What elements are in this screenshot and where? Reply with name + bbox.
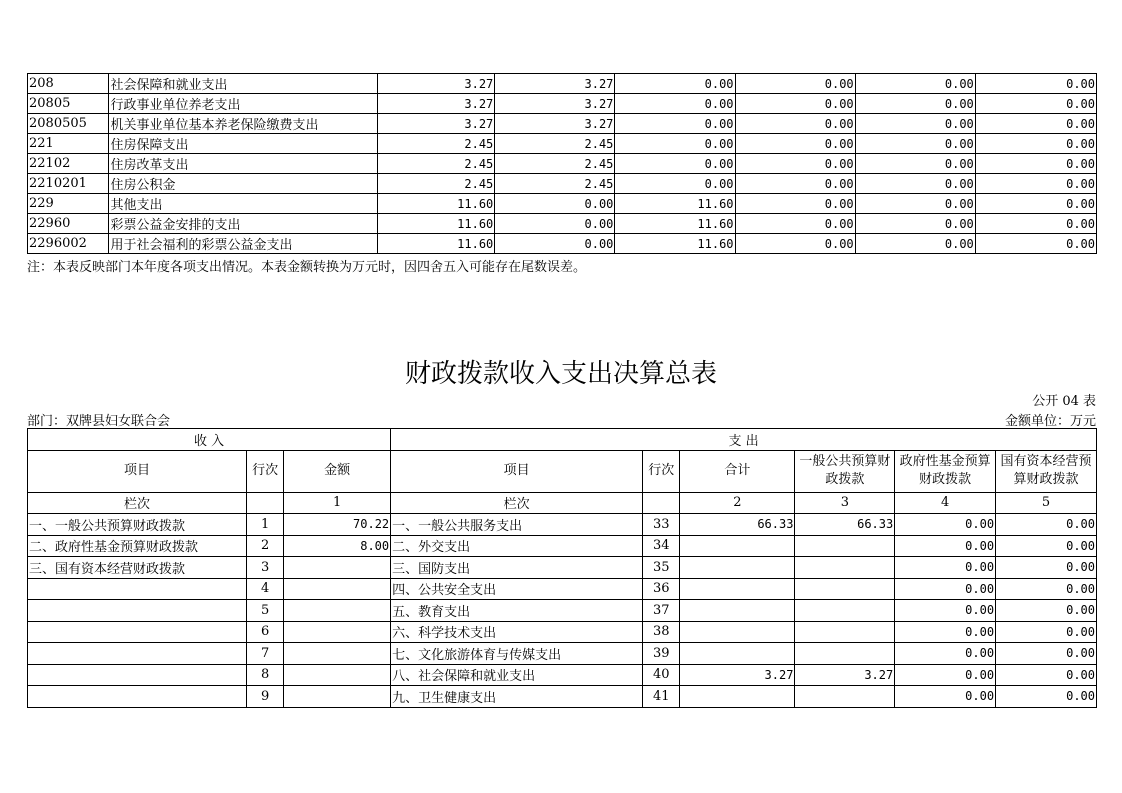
col-header-state-capital: 国有资本经营预算财政拨款 [996,450,1097,492]
income-line-no: 8 [247,664,284,686]
column-header-row [28,450,1097,492]
amount-cell: 2.45 [495,174,615,194]
expense-gov-fund: 0.00 [895,621,996,643]
expense-gov-fund: 0.00 [895,557,996,579]
table-row [28,664,1097,686]
income-item [28,664,247,686]
amount-cell: 0.00 [615,174,735,194]
amount-cell: 3.27 [378,94,495,114]
amount-cell: 11.60 [615,234,735,254]
col-number-2: 2 [680,492,795,514]
subject-code: 22102 [28,154,109,174]
expense-general: 3.27 [795,664,895,686]
amount-cell: 0.00 [975,234,1096,254]
expense-line-no: 35 [643,557,680,579]
subject-name: 住房公积金 [109,174,378,194]
income-line-no: 7 [247,643,284,665]
col-number-4: 4 [895,492,996,514]
income-amount [284,664,391,686]
amount-cell: 0.00 [615,74,735,94]
amount-cell: 0.00 [735,174,855,194]
expense-total [680,557,795,579]
expense-line-no: 34 [643,535,680,557]
expense-state-capital: 0.00 [996,621,1097,643]
table-row [28,557,1097,579]
amount-cell: 11.60 [378,214,495,234]
expense-gov-fund: 0.00 [895,664,996,686]
expense-state-capital: 0.00 [996,557,1097,579]
amount-cell: 11.60 [378,194,495,214]
table-row [28,514,1097,536]
department-label: 部门：双牌县妇女联合会 [27,414,171,429]
expense-state-capital: 0.00 [996,643,1097,665]
subject-code: 2210201 [28,174,109,194]
income-line-no: 3 [247,557,284,579]
expense-general [795,686,895,708]
amount-cell: 2.45 [495,154,615,174]
income-item [28,686,247,708]
income-amount [284,600,391,622]
expense-item: 八、社会保障和就业支出 [391,664,643,686]
income-amount: 70.22 [284,514,391,536]
col-header-general: 一般公共预算财政拨款 [795,450,895,492]
amount-cell: 0.00 [855,94,975,114]
table-row [28,74,1097,94]
table-row [28,600,1097,622]
subject-name: 行政事业单位养老支出 [109,94,378,114]
table-row [28,686,1097,708]
amount-cell: 0.00 [855,214,975,234]
expense-state-capital: 0.00 [996,514,1097,536]
amount-cell: 0.00 [855,154,975,174]
table-row [28,174,1097,194]
expense-line-no: 39 [643,643,680,665]
amount-cell: 0.00 [615,154,735,174]
expense-general [795,535,895,557]
expense-state-capital: 0.00 [996,535,1097,557]
income-item: 一、一般公共预算财政拨款 [28,514,247,536]
amount-cell: 0.00 [855,234,975,254]
amount-cell: 0.00 [735,134,855,154]
expense-gov-fund: 0.00 [895,535,996,557]
expense-line-no: 37 [643,600,680,622]
expense-detail-table [27,73,1097,254]
col-header-gov-fund: 政府性基金预算财政拨款 [895,450,996,492]
amount-cell: 0.00 [855,74,975,94]
amount-cell: 0.00 [975,154,1096,174]
expense-general [795,557,895,579]
amount-cell: 3.27 [495,74,615,94]
expense-general [795,600,895,622]
subject-code: 22960 [28,214,109,234]
amount-cell: 0.00 [735,74,855,94]
subject-name: 用于社会福利的彩票公益金支出 [109,234,378,254]
amount-cell: 0.00 [855,194,975,214]
income-amount [284,578,391,600]
subject-code: 229 [28,194,109,214]
income-item [28,621,247,643]
income-item [28,643,247,665]
section-header-row [28,429,1097,451]
subject-name: 彩票公益金安排的支出 [109,214,378,234]
income-amount [284,557,391,579]
col-number-3: 3 [795,492,895,514]
amount-cell: 0.00 [615,94,735,114]
table-row [28,134,1097,154]
amount-cell: 0.00 [975,94,1096,114]
expense-state-capital: 0.00 [996,664,1097,686]
col-header-amount: 金额 [284,450,391,492]
amount-cell: 0.00 [495,234,615,254]
expense-item: 一、一般公共服务支出 [391,514,643,536]
expense-item: 二、外交支出 [391,535,643,557]
col-header-line: 行次 [247,450,284,492]
amount-cell: 0.00 [975,194,1096,214]
expense-item: 三、国防支出 [391,557,643,579]
table-row [28,114,1097,134]
amount-cell: 0.00 [975,134,1096,154]
col-header-line2: 行次 [643,450,680,492]
income-amount [284,621,391,643]
amount-cell: 0.00 [855,174,975,194]
expense-state-capital: 0.00 [996,600,1097,622]
amount-cell: 0.00 [975,74,1096,94]
income-item [28,600,247,622]
amount-cell: 11.60 [615,214,735,234]
expense-total [680,600,795,622]
page-title: 财政拨款收入支出决算总表 [404,359,717,389]
empty-cell [247,492,284,514]
amount-cell: 11.60 [615,194,735,214]
amount-cell: 0.00 [735,214,855,234]
expense-item: 六、科学技术支出 [391,621,643,643]
income-line-no: 4 [247,578,284,600]
income-line-no: 9 [247,686,284,708]
empty-cell [643,492,680,514]
expense-total [680,643,795,665]
amount-cell: 0.00 [615,114,735,134]
amount-cell: 0.00 [735,194,855,214]
subject-code: 2296002 [28,234,109,254]
expense-total [680,686,795,708]
amount-cell: 2.45 [378,154,495,174]
col-header-item2: 项目 [391,450,643,492]
expense-total [680,535,795,557]
income-amount [284,686,391,708]
expense-total: 3.27 [680,664,795,686]
table-row [28,578,1097,600]
expense-total [680,578,795,600]
income-amount: 8.00 [284,535,391,557]
expense-gov-fund: 0.00 [895,600,996,622]
expense-item: 七、文化旅游体育与传媒支出 [391,643,643,665]
amount-cell: 2.45 [378,134,495,154]
subject-code: 2080505 [28,114,109,134]
amount-unit-label: 金额单位：万元 [1004,414,1096,429]
table-row [28,535,1097,557]
amount-cell: 0.00 [615,134,735,154]
income-line-no: 1 [247,514,284,536]
expense-item: 四、公共安全支出 [391,578,643,600]
income-header: 收 入 [28,429,391,451]
table-row [28,94,1097,114]
amount-cell: 0.00 [495,214,615,234]
table-row [28,154,1097,174]
col-header-item: 项目 [28,450,247,492]
subject-name: 其他支出 [109,194,378,214]
expense-gov-fund: 0.00 [895,514,996,536]
amount-cell: 3.27 [378,74,495,94]
expense-gov-fund: 0.00 [895,686,996,708]
amount-cell: 0.00 [735,94,855,114]
expense-general [795,621,895,643]
expense-line-no: 40 [643,664,680,686]
table-row [28,194,1097,214]
income-line-no: 2 [247,535,284,557]
expense-line-no: 33 [643,514,680,536]
income-line-no: 5 [247,600,284,622]
col-number-1: 1 [284,492,391,514]
form-code: 公开 04 表 [1032,394,1096,409]
table-row [28,234,1097,254]
table-row [28,214,1097,234]
table-row [28,621,1097,643]
subject-name: 住房保障支出 [109,134,378,154]
expense-line-no: 41 [643,686,680,708]
expense-general: 66.33 [795,514,895,536]
income-item [28,578,247,600]
amount-cell: 0.00 [735,114,855,134]
amount-cell: 0.00 [735,154,855,174]
expense-total: 66.33 [680,514,795,536]
subject-name: 社会保障和就业支出 [109,74,378,94]
amount-cell: 2.45 [495,134,615,154]
amount-cell: 0.00 [735,234,855,254]
amount-cell: 0.00 [975,114,1096,134]
subject-code: 20805 [28,94,109,114]
expense-state-capital: 0.00 [996,578,1097,600]
amount-cell: 2.45 [378,174,495,194]
table-note: 注：本表反映部门本年度各项支出情况。本表金额转换为万元时，因四舍五入可能存在尾数误差。 [27,260,587,275]
col-number-5: 5 [996,492,1097,514]
amount-cell: 0.00 [975,174,1096,194]
expense-general [795,643,895,665]
income-item: 三、国有资本经营财政拨款 [28,557,247,579]
amount-cell: 3.27 [495,114,615,134]
income-line-no: 6 [247,621,284,643]
table-row [28,643,1097,665]
expense-line-no: 38 [643,621,680,643]
amount-cell: 0.00 [855,114,975,134]
expense-total [680,621,795,643]
amount-cell: 0.00 [975,214,1096,234]
expense-line-no: 36 [643,578,680,600]
amount-cell: 0.00 [855,134,975,154]
subject-code: 208 [28,74,109,94]
expense-item: 九、卫生健康支出 [391,686,643,708]
expense-gov-fund: 0.00 [895,578,996,600]
income-item: 二、政府性基金预算财政拨款 [28,535,247,557]
expense-header: 支 出 [391,429,1097,451]
amount-cell: 11.60 [378,234,495,254]
subject-name: 住房改革支出 [109,154,378,174]
subject-name: 机关事业单位基本养老保险缴费支出 [109,114,378,134]
amount-cell: 3.27 [378,114,495,134]
amount-cell: 3.27 [495,94,615,114]
expense-gov-fund: 0.00 [895,643,996,665]
column-number-row [28,492,1097,514]
subject-code: 221 [28,134,109,154]
col-header-total: 合计 [680,450,795,492]
expense-general [795,578,895,600]
amount-cell: 0.00 [495,194,615,214]
appropriation-summary-table [27,428,1097,708]
income-amount [284,643,391,665]
expense-item: 五、教育支出 [391,600,643,622]
lanci-label: 栏次 [28,492,247,514]
lanci-label-2: 栏次 [391,492,643,514]
expense-state-capital: 0.00 [996,686,1097,708]
